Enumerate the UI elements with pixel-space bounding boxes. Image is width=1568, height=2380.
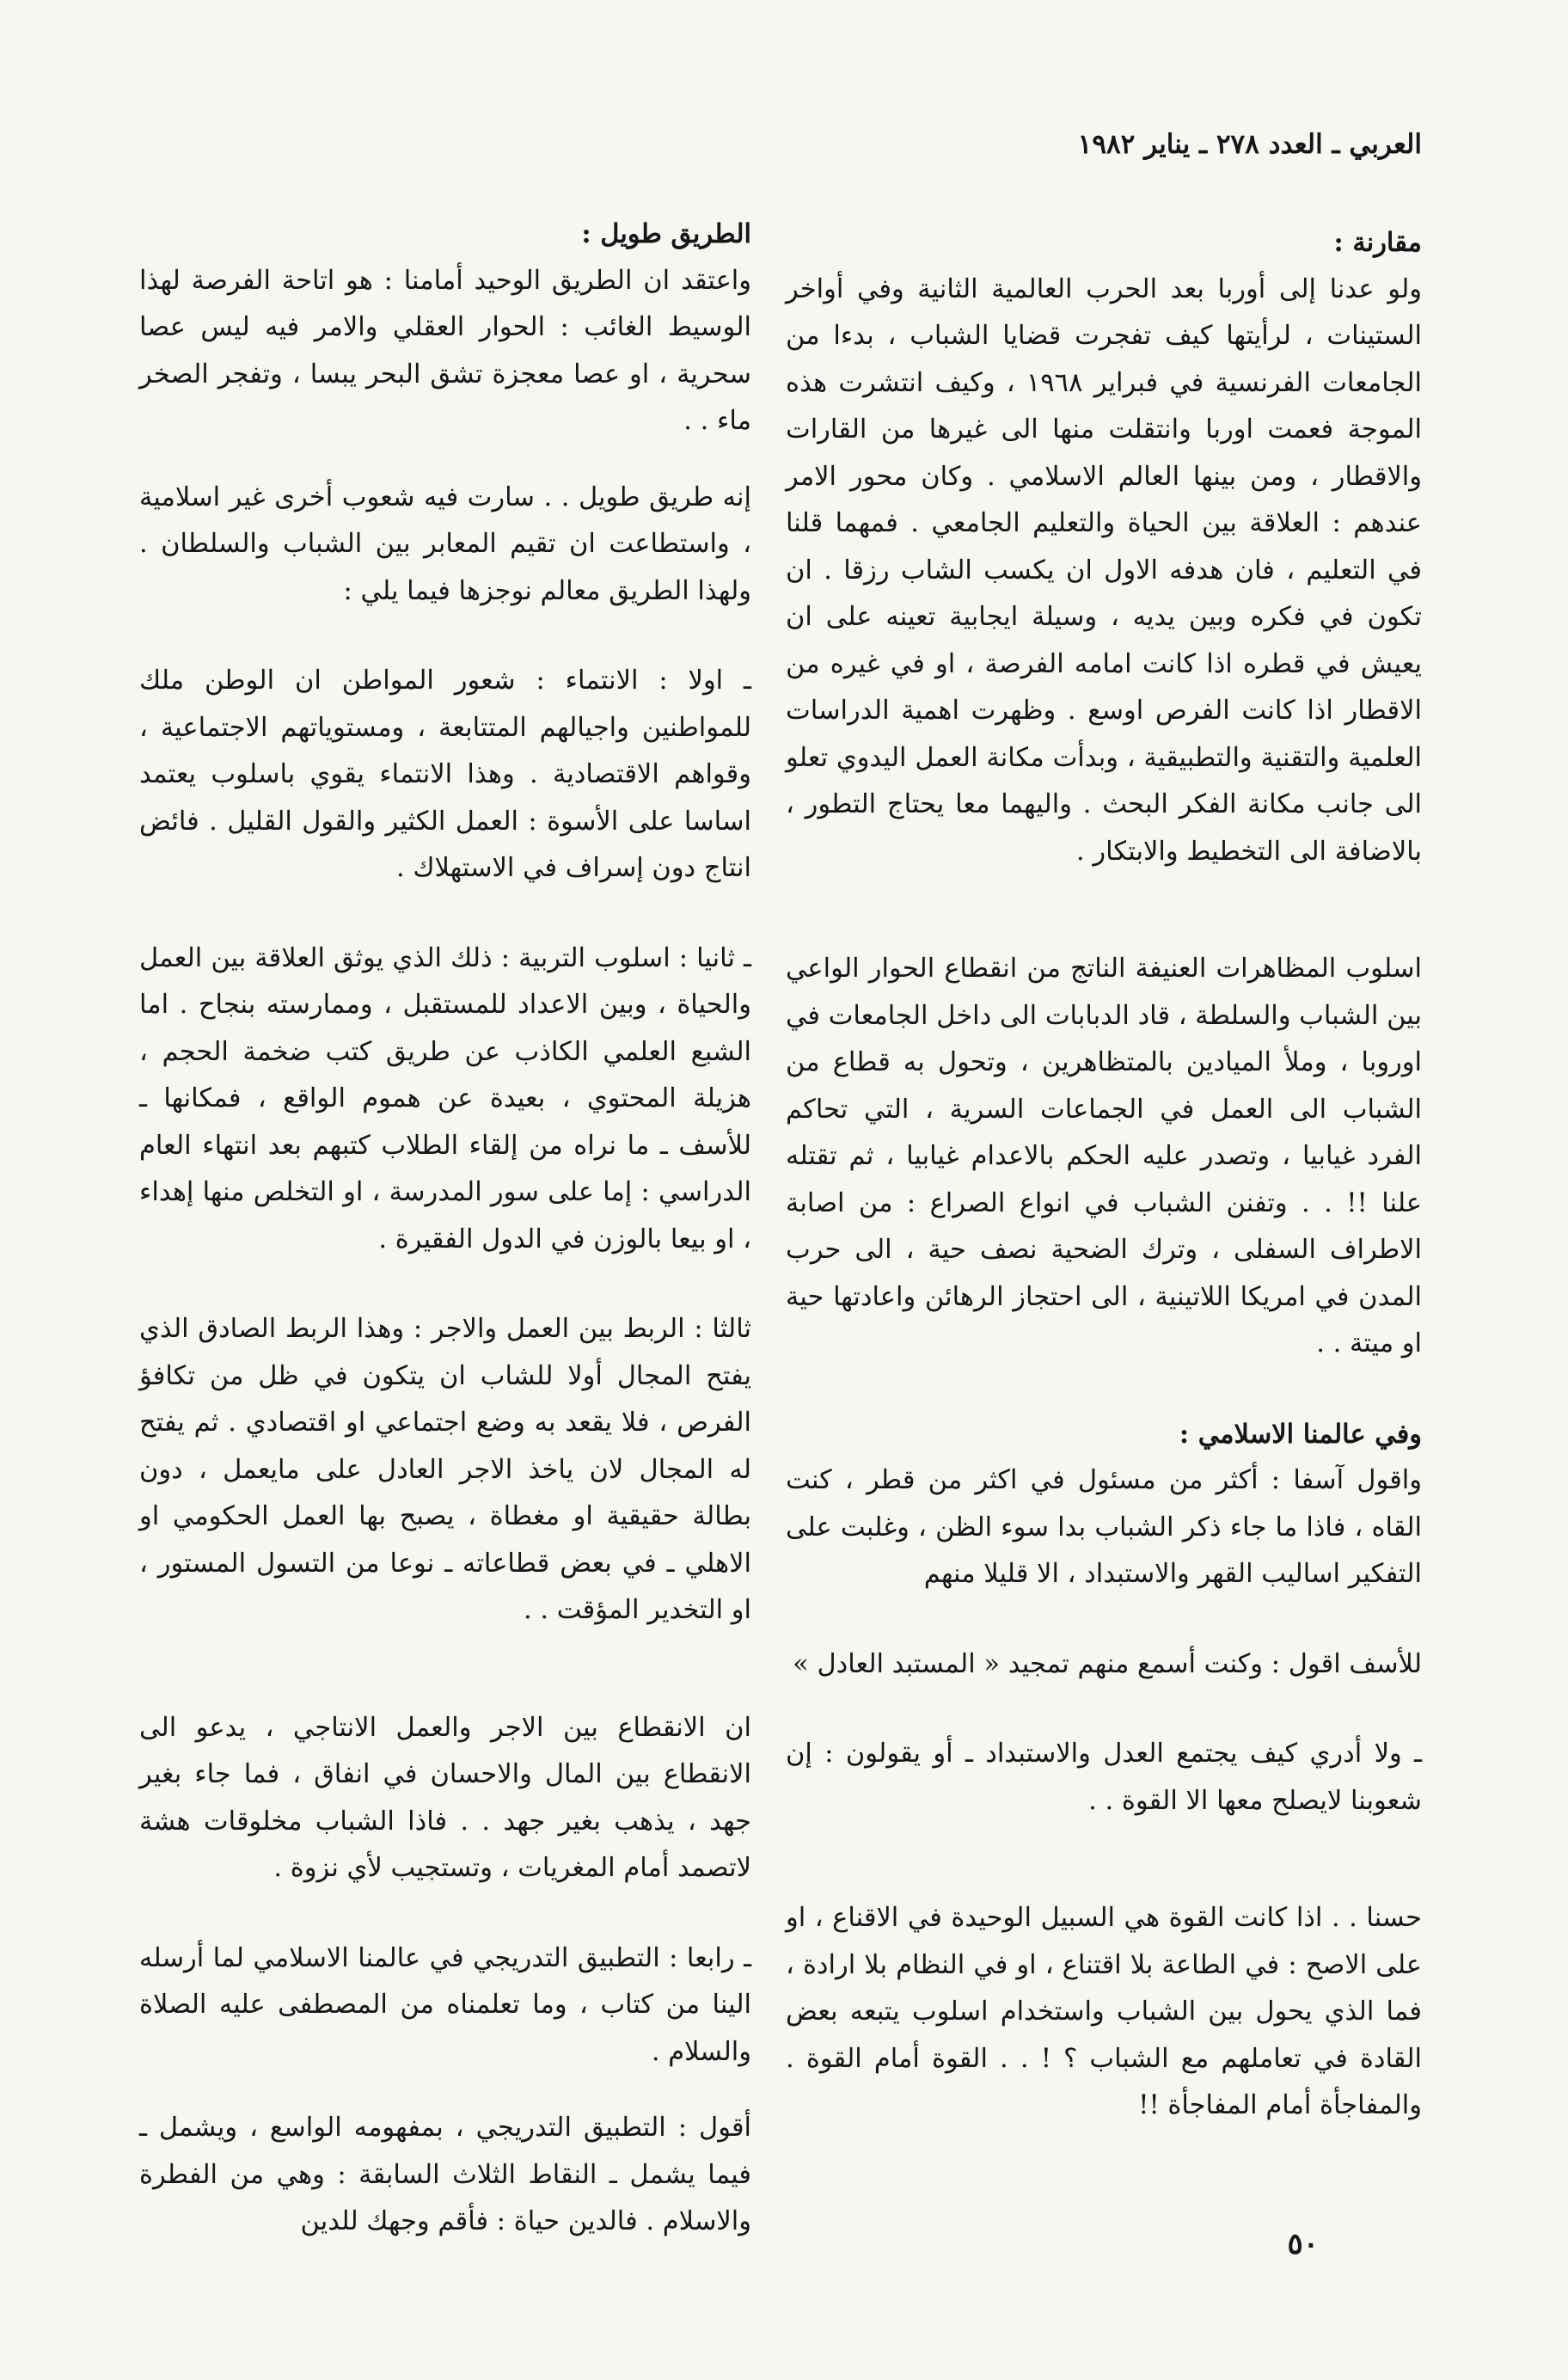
paragraph: ـ ثانيا : اسلوب التربية : ذلك الذي يوثق العلاقة بين العمل والحياة ، وبين الاعداد للمستقبل ، وممارسته بنجاح . اما الشبع العلمي الكاذب عن طريق كتب ضخمة الحجم ، هزيلة المحتوي ، بعيدة عن هموم الواقع ، فمكانها ـ للأسف ـ ما نراه من إلقاء الطلاب كتبهم بعد انتهاء العام الدراسي : إما على سور المدرسة ، او التخلص منها إهداء ، او بيعا بالوزن في الدول الفقيرة . [139, 942, 751, 1254]
paragraph: واعتقد ان الطريق الوحيد أمامنا : هو اتاحة الفرصة لهذا الوسيط الغائب : الحوار العقلي والامر فيه ليس عصا سحرية ، او عصا معجزة تشق البحر يبسا ، وتفجر الصخر ماء . . [139, 265, 751, 436]
paragraph: ـ رابعا : التطبيق التدريجي في عالمنا الاسلامي لما أرسله الينا من كتاب ، وما تعلمناه من المصطفى عليه الصلاة والسلام . [139, 1942, 751, 2067]
paragraph: اسلوب المظاهرات العنيفة الناتج من انقطاع الحوار الواعي بين الشباب والسلطة ، قاد الدبابات الى داخل الجامعات في اوروبا ، وملأ الميادين بالمتظاهرين ، وتحول به قطاع من الشباب الى العمل في الجماعات السرية ، التي تحاكم الفرد غيابيا ، وتصدر عليه الحكم بالاعدام غيابيا ، ثم تقتله علنا !! . . وتفنن الشباب في انواع الصراع : من اصابة الاطراف السفلى ، وترك الضحية نصف حية ، الى حرب المدن في امريكا اللاتينية ، الى احتجاز الرهائن واعادتها حية او ميتة . . [786, 954, 1422, 1359]
paragraph: ولو عدنا إلى أوربا بعد الحرب العالمية الثانية وفي أواخر الستينات ، لرأيتها كيف تفجرت قضايا الشباب ، بدءا من الجامعات الفرنسية في فبراير ١٩٦٨ ، وكيف انتشرت هذه الموجة فعمت اوربا وانتقلت منها الى غيرها من القارات والاقطار ، ومن بينها العالم الاسلامي . وكان محور الامر عندهم : العلاقة بين الحياة والتعليم الجامعي . فمهما قلنا في التعليم ، فان هدفه الاول ان يكسب الشاب رزقا . ان تكون في فكره وبين يديه ، وسيلة ايجابية تعينه على ان يعيش في قطره اذا كانت امامه الفرصة ، او في غيره من الاقطار اذا كانت الفرص اوسع . وظهرت اهمية الدراسات العلمية والتقنية والتطبيقية ، وبدأت مكانة العمل اليدوي تعلو الى جانب مكانة الفكر البحث . واليهما معا يحتاج التطور ، بالاضافة الى التخطيط والابتكار . [786, 273, 1422, 867]
paragraph: واقول آسفا : أكثر من مسئول في اكثر من قطر ، كنت القاه ، فاذا ما جاء ذكر الشباب بدا سوء الظن ، وغلبت على التفكير اساليب القهر والاستبداد ، الا قليلا منهم [786, 1465, 1422, 1589]
paragraph: إنه طريق طويل . . سارت فيه شعوب أخرى غير اسلامية ، واستطاعت ان تقيم المعابر بين الشباب والسلطان . ولهذا الطريق معالم نوجزها فيما يلي : [139, 482, 751, 606]
section-heading-comparison: مقارنة : [1333, 227, 1422, 258]
paragraph: ثالثا : الربط بين العمل والاجر : وهذا الربط الصادق الذي يفتح المجال أولا للشاب ان يتكون في ظل من تكافؤ الفرص ، فلا يقعد به وضع اجتماعي او اقتصادي . ثم يفتح له المجال لان ياخذ الاجر العادل على مايعمل ، دون بطالة حقيقية او مغطاة ، يصبح بها العمل الحكومي او الاهلي ـ في بعض قطاعاته ـ نوعا من التسول المستور ، او التخدير المؤقت . . [139, 1314, 751, 1625]
section-heading-long-road: الطريق طويل : [581, 218, 751, 249]
right-column [786, 219, 1422, 2130]
left-column [139, 211, 751, 2246]
page-number: ٥٠ [1287, 2227, 1319, 2261]
running-header: العربي ـ العدد ٢٧٨ ـ يناير ١٩٨٢ [1077, 129, 1422, 160]
section-heading-islamic-world: وفي عالمنا الاسلامي : [1179, 1418, 1422, 1450]
paragraph: أقول : التطبيق التدريجي ، بمفهومه الواسع ، ويشمل ـ فيما يشمل ـ النقاط الثلاث السابقة : وهي من الفطرة والاسلام . فالدين حياة : فأقم وجهك للدين [139, 2113, 751, 2236]
paragraph: ـ ولا أدري كيف يجتمع العدل والاستبداد ـ أو يقولون : إن شعوبنا لايصلح معها الا القوة . . [786, 1739, 1422, 1816]
paragraph: للأسف اقول : وكنت أسمع منهم تمجيد « المستبد العادل » [793, 1648, 1422, 1679]
paragraph: ان الانقطاع بين الاجر والعمل الانتاجي ، يدعو الى الانقطاع بين المال والاحسان في انفاق ، فما جاء بغير جهد ، يذهب بغير جهد . . فاذا الشباب مخلوقات هشة لاتصمد أمام المغريات ، وتستجيب لأي نزوة . [139, 1712, 751, 1883]
paragraph: حسنا . . اذا كانت القوة هي السبيل الوحيدة في الاقناع ، او على الاصح : في الطاعة بلا اقتناع ، او في النظام بلا ارادة ، فما الذي يحول بين الشباب واستخدام اسلوب يتبعه بعض القادة في تعاملهم مع الشباب ؟ ! . . القوة أمام القوة . والمفاجأة أمام المفاجأة !! [786, 1903, 1422, 2120]
paragraph: ـ اولا : الانتماء : شعور المواطن ان الوطن ملك للمواطنين واجيالهم المتتابعة ، ومستوياتهم الاجتماعية ، وقواهم الاقتصادية . وهذا الانتماء يقوي باسلوب يعتمد اساسا على الأسوة : العمل الكثير والقول القليل . فائض انتاج دون إسراف في الاستهلاك . [139, 666, 751, 883]
